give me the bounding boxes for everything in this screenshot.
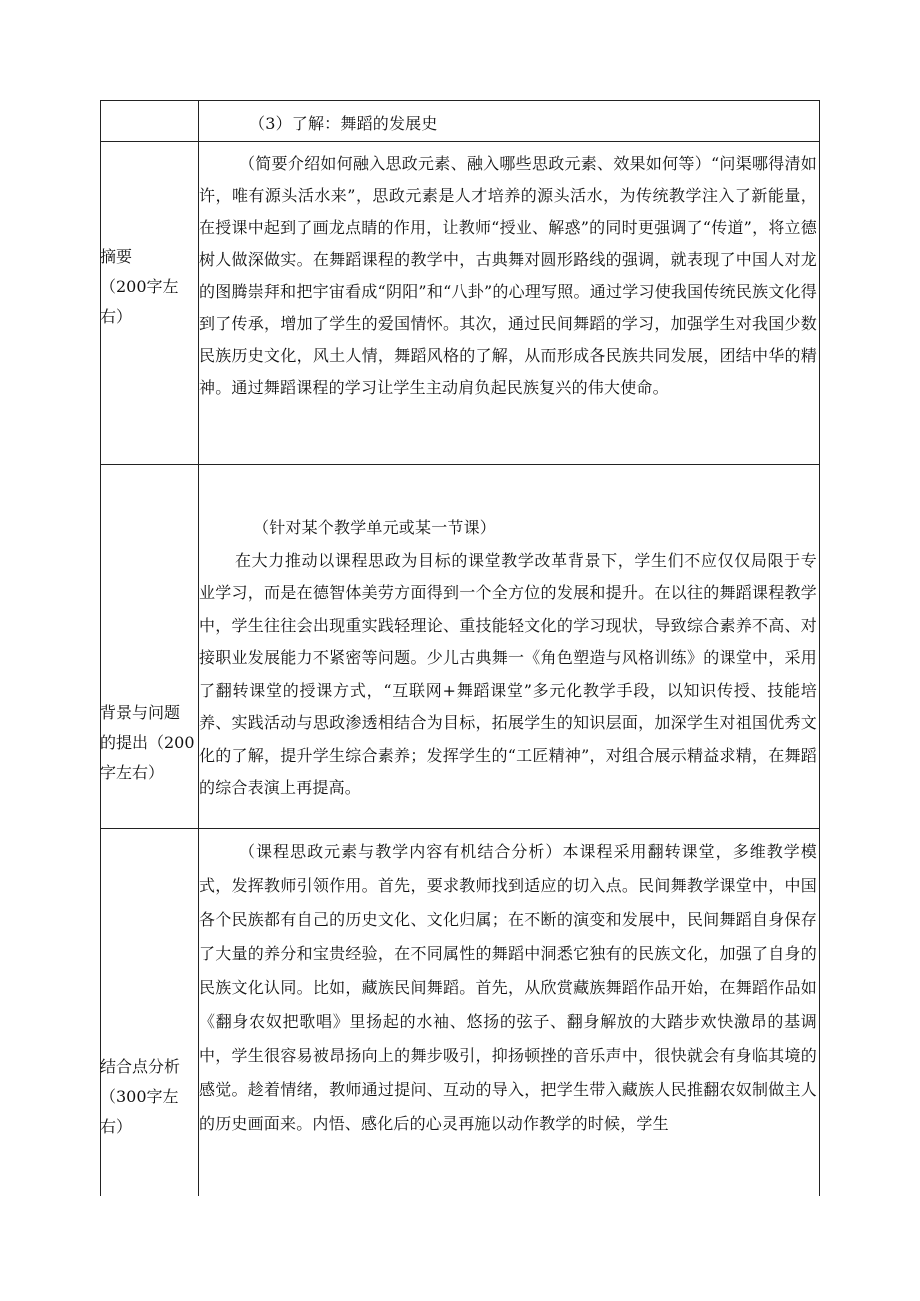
row1-content [199,148,817,404]
row-divider-1 [100,141,820,142]
row1-label-line2: （200字左 [100,277,179,296]
row3-label-line3: 右） [100,1117,133,1136]
row3-label-line2: （300字左 [100,1087,179,1106]
row1-label-line3: 右） [100,307,133,326]
background-lead: （针对某个教学单元或某一节课） [253,518,497,537]
learning-objective-3: （3）了解：舞蹈的发展史 [249,114,438,133]
row2-label-line2: 的提出（200 [100,733,195,752]
row2-content [199,512,817,805]
analysis-text: （课程思政元素与教学内容有机结合分析）本课程采用翻转课堂，多维教学模式，发挥教师引领作用。首先，要求教师找到适应的切入点。民间舞教学课堂中，中国各个民族都有自己的历史文化、文化归属；在不断的演变和发展中，民间舞蹈自身保存了大量的养分和宝贵经验，在不同属性的舞蹈中洞悉它独有的民族文化，加强了自身的民族文化认同。比如，藏族民间舞蹈。首先，从欣赏藏族舞蹈作品开始，在舞蹈作品如《翻身农奴把歌唱》里扬起的水袖、悠扬的弦子、翻身解放的大踏步欢快激昂的基调中，学生很容易被昂扬向上的舞步吸引，抑扬顿挫的音乐声中，很快就会有身临其境的感觉。趁着情绪，教师通过提问、互动的导入，把学生带入藏族人民推翻农奴制做主人的历史画面来。内悟、感化后的心灵再施以动作教学的时候，学生 [199,842,817,1133]
row2-label-line3: 字左右） [100,763,165,782]
row-divider-3 [100,828,820,829]
background-text: 在大力推动以课程思政为目标的课堂教学改革背景下，学生们不应仅仅局限于专业学习，而是在德智体美劳方面得到一个全方位的发展和提升。在以往的舞蹈课程教学中，学生往往会出现重实践轻理论、重技能轻文化的学习现状，导致综合素养不高、对接职业发展能力不紧密等问题。少儿古典舞一《角色塑造与风格训练》的课堂中，采用了翻转课堂的授课方式，“互联网+舞蹈课堂”多元化教学手段，以知识传授、技能培养、实践活动与思政渗透相结合为目标，拓展学生的知识层面，加深学生对祖国优秀文化的了解，提升学生综合素养；发挥学生的“工匠精神”，对组合展示精益求精，在舞蹈的综合表演上再提高。 [199,550,817,797]
form-table [100,100,820,1196]
row2-label-line1: 背景与问题 [100,703,181,722]
row3-content [199,835,817,1141]
row3-label-line1: 结合点分析 [100,1057,181,1076]
row1-label-line1: 摘要 [100,247,133,266]
table-border-top [100,100,820,101]
abstract-text: （简要介绍如何融入思政元素、融入哪些思政元素、效果如何等）“问渠哪得清如许，唯有源头活水来”，思政元素是人才培养的源头活水，为传统教学注入了新能量，在授课中起到了画龙点睛的作用，让教师“授业、解惑”的同时更强调了“传道”，将立德树人做深做实。在舞蹈课程的教学中，古典舞对圆形路线的强调，就表现了中国人对龙的图腾崇拜和把宇宙看成“阴阳”和“八卦”的心理写照。通过学习使我国传统民族文化得到了传承，增加了学生的爱国情怀。其次，通过民间舞蹈的学习，加强学生对我国少数民族历史文化，风土人情，舞蹈风格的了解，从而形成各民族共同发展，团结中华的精神。通过舞蹈课程的学习让学生主动肩负起民族复兴的伟大使命。 [199,154,817,397]
table-border-right [819,100,820,1196]
row2-label [100,698,198,788]
row1-label [100,242,198,332]
row0-content [199,112,867,136]
row-divider-2 [100,464,820,465]
row3-label [100,1052,198,1142]
